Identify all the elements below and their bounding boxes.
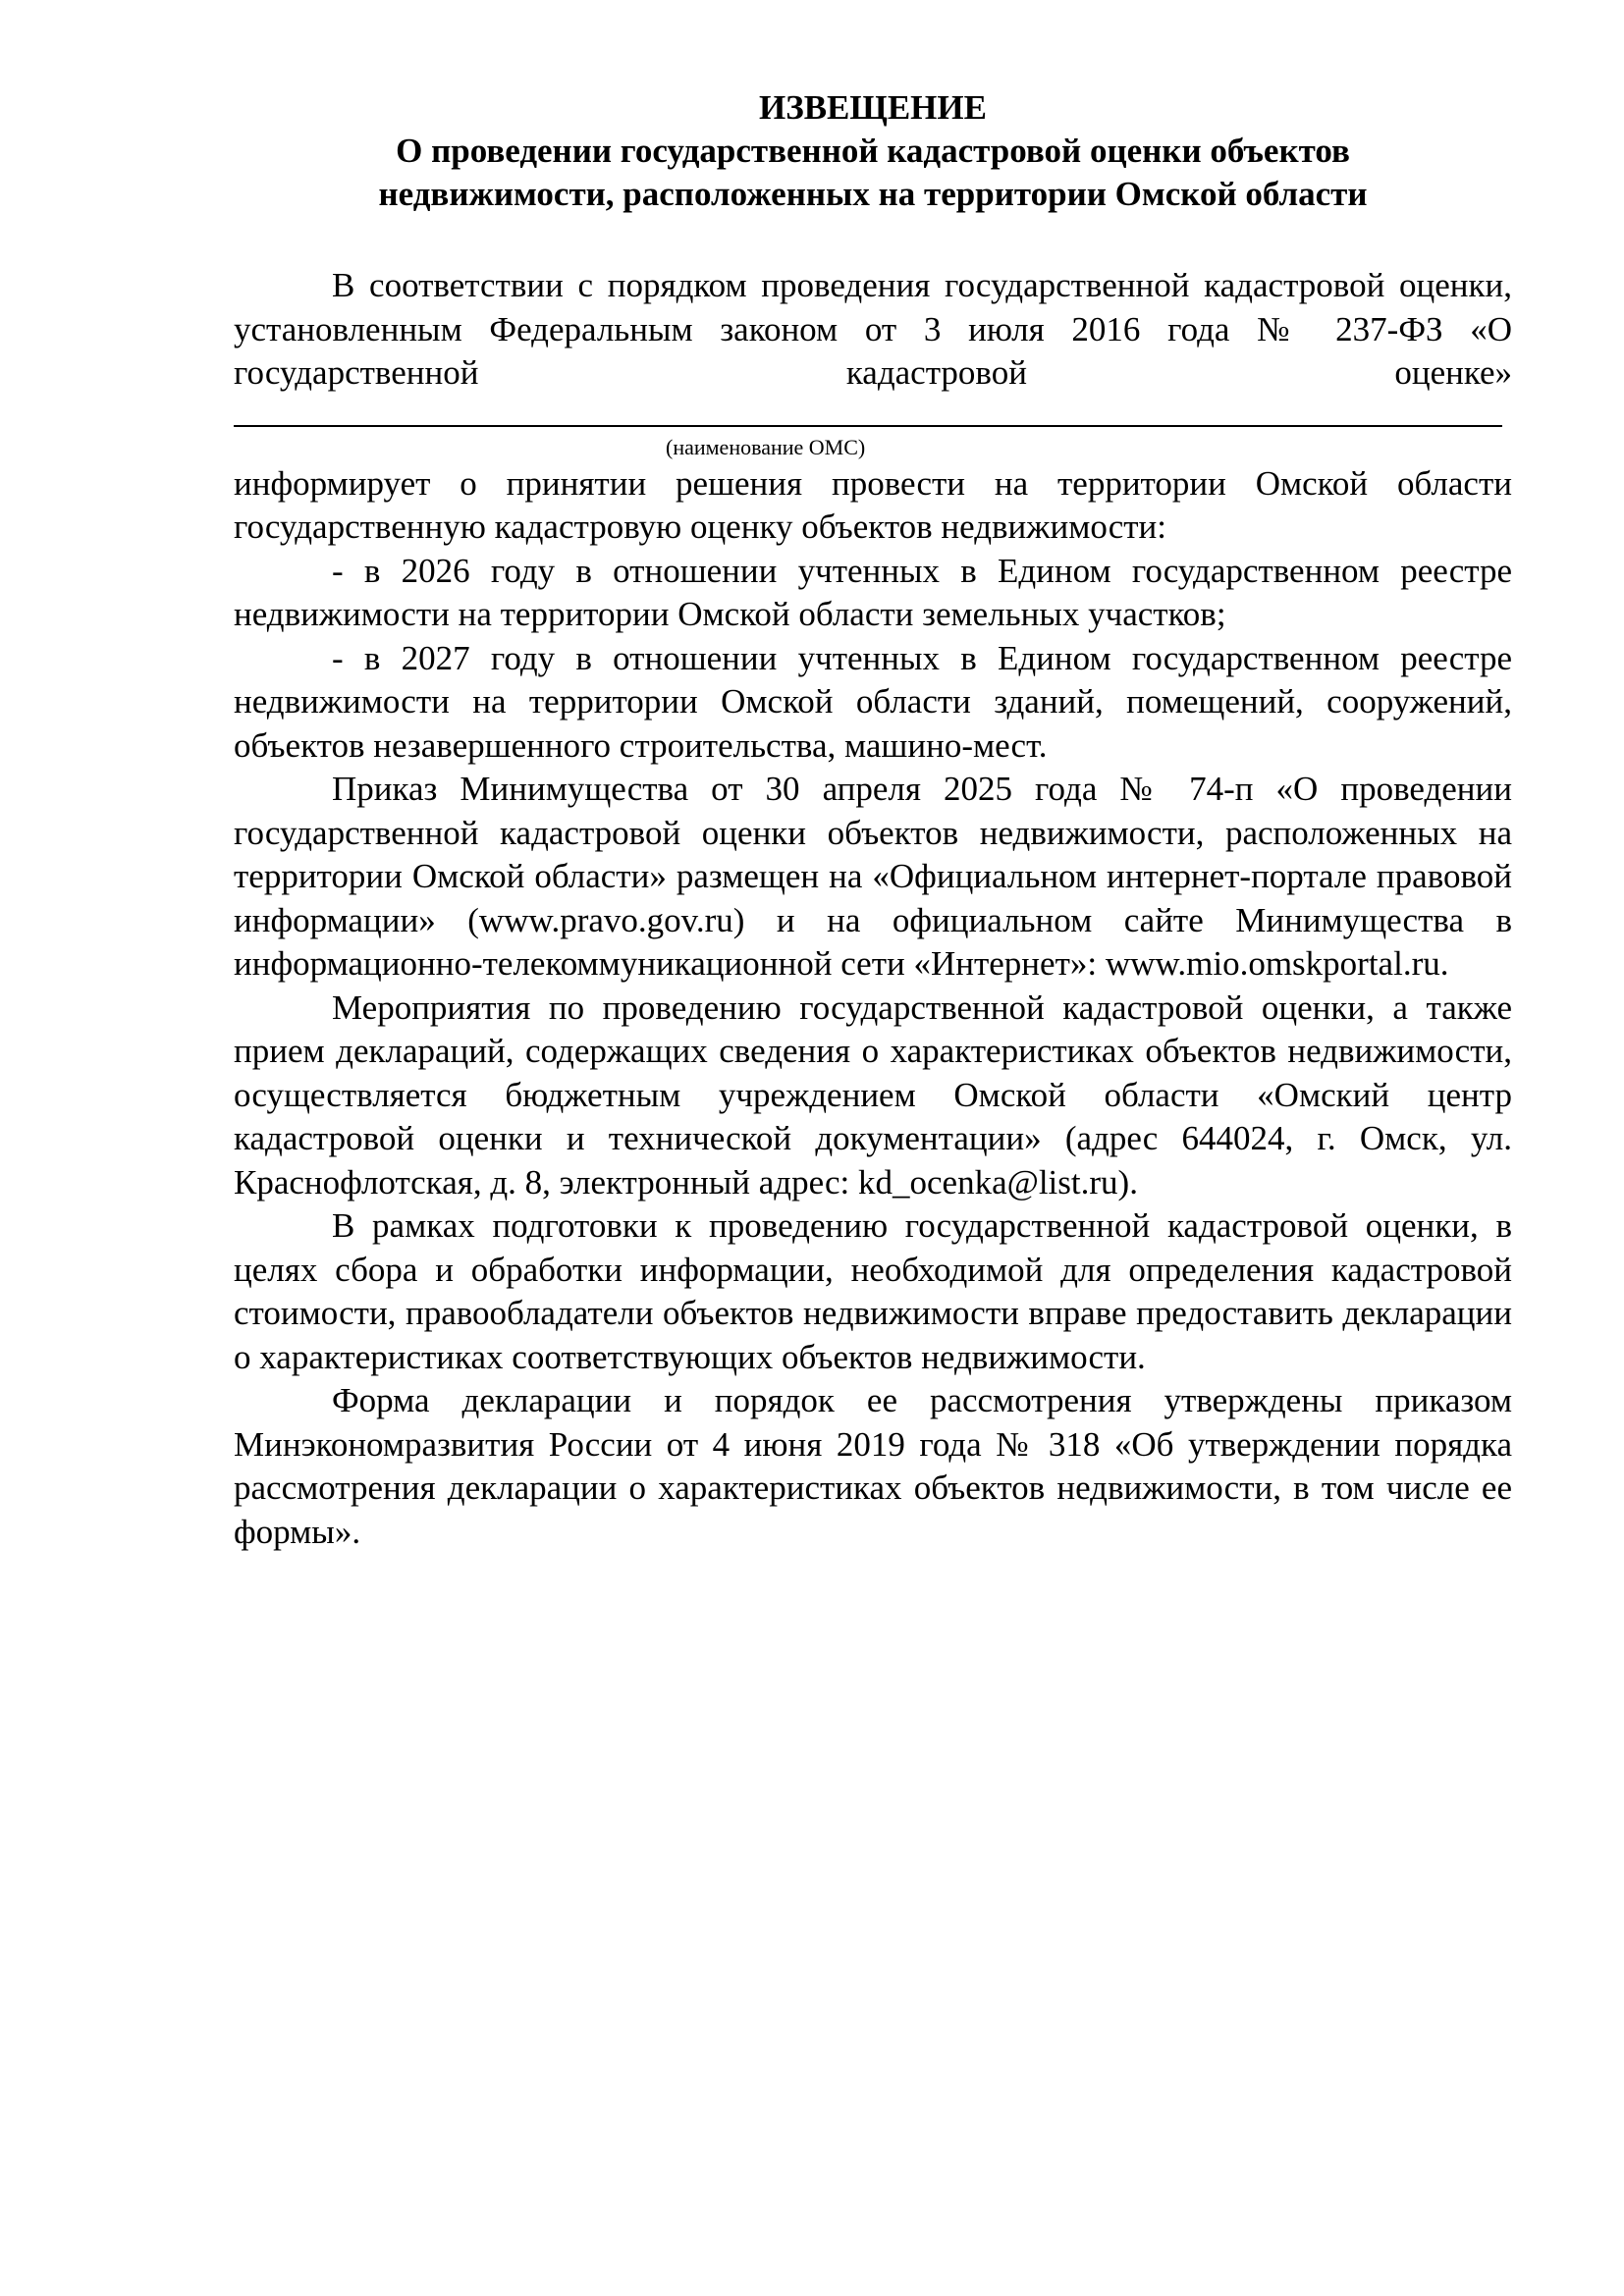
intro-paragraph: В соответствии с порядком проведения государственной кадастровой оценки, установленным Федеральным законом от 3 июля 2016 года № 237-ФЗ «О государственной кадастровой оценке» (234, 266, 1512, 392)
preparation-paragraph: В рамках подготовки к проведению государственной кадастровой оценки, в целях сбора и обработки информации, необходимой для определения кадастровой стоимости, правообладатели объектов недвижимости вправе предоставить декларации о характеристиках соответствующих объектов недвижимости. (234, 1206, 1512, 1376)
document-subtitle-line-1: О проведении государственной кадастровой оценки объектов (396, 132, 1350, 170)
form-paragraph: Форма декларации и порядок ее рассмотрения утверждены приказом Минэкономразвития России от 4 июня 2019 года № 318 «Об утверждении порядка рассмотрения декларации о характеристиках объектов недвижимости, в том числе ее формы». (234, 1381, 1512, 1551)
document-title: ИЗВЕЩЕНИЕ (759, 88, 987, 127)
order-paragraph: Приказ Минимущества от 30 апреля 2025 года № 74-п «О проведении государственной кадастровой оценки объектов недвижимости, расположенных на территории Омской области» размещен на «Официальном интернет-портале правовой информации» (www.pravo.gov.ru) и на официальном сайте Минимущества в информационно-телекоммуникационной сети «Интернет»: www.mio.omskportal.ru. (234, 770, 1512, 983)
document-subtitle-line-2: недвижимости, расположенных на территории Омской области (378, 175, 1368, 213)
oms-name-blank-line (234, 425, 1502, 427)
activities-paragraph: Мероприятия по проведению государственной кадастровой оценки, а также прием деклараций, содержащих сведения о характеристиках объектов недвижимости, осуществляется бюджетным учреждением Омской области «Омский центр кадастровой оценки и технической документации» (адрес 644024, г. Омск, ул. Краснофлотская, д. 8, электронный адрес: kd_ocenka@list.ru). (234, 988, 1512, 1201)
oms-caption: (наименование ОМС) (666, 434, 866, 459)
informs-paragraph: информирует о принятии решения провести на территории Омской области государственную кадастровую оценку объектов недвижимости: (234, 463, 1512, 546)
list-item-2027: - в 2027 году в отношении учтенных в Едином государственном реестре недвижимости на территории Омской области зданий, помещений, сооружений, объектов незавершенного строительства, машино-мест. (234, 638, 1512, 765)
document-body (234, 86, 1512, 1554)
list-item-2026: - в 2026 году в отношении учтенных в Едином государственном реестре недвижимости на территории Омской области земельных участков; (234, 551, 1512, 633)
